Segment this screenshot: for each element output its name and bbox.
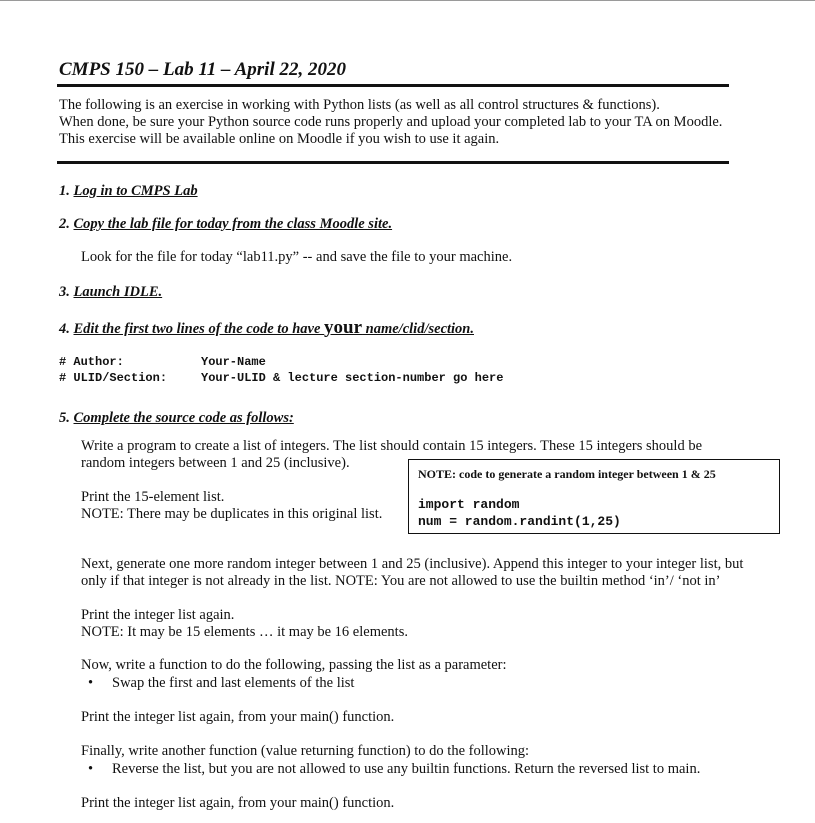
page-top-border [0,0,815,1]
step-4-label-b: name/clid/section. [362,321,474,337]
code-ulid-key: # ULID/Section: [59,371,168,385]
step-4-label [73,317,475,338]
intro-line-1: The following is an exercise in working with Python lists (as well as all control structures & functions). [59,97,660,113]
intro-line-3: This exercise will be available online on Moodle if you wish to use it again. [59,131,500,147]
step-4-label-emphasis: your [324,317,363,338]
note-box-code-line-2: num = random.randint(1,25) [418,514,621,529]
body-p2-line-1: Print the 15-element list. [81,489,225,505]
step-1-number: 1. [59,183,70,199]
body-p4-line-2: NOTE: It may be 15 elements … it may be 16 elements. [81,624,408,640]
bullet-item-1-text: Swap the first and last elements of the list [112,675,355,691]
page-title: CMPS 150 – Lab 11 – April 22, 2020 [59,59,346,80]
step-4-number: 4. [59,321,70,337]
step-2-label: Copy the lab file for today from the class Moodle site. [73,216,393,232]
step-1 [59,183,198,200]
body-p6: Print the integer list again, from your main() function. [81,709,395,725]
body-p3-line-2: only if that integer is not already in the list. NOTE: You are not allowed to use the builtin method ‘in’/ ‘not in’ [81,573,721,589]
note-box-header: NOTE: code to generate a random integer between 1 & 25 [418,467,716,481]
step-5-number: 5. [59,410,70,426]
body-p3-line-1: Next, generate one more random integer between 1 and 25 (inclusive). Append this integer to your integer list, but [81,556,744,572]
code-ulid-value: Your-ULID & lecture section-number go here [201,371,504,385]
body-p4-line-1: Print the integer list again. [81,607,235,623]
title-rule [57,84,729,87]
note-box-code-line-1: import random [418,497,520,512]
bullet-icon: • [88,675,94,691]
step-5 [59,410,294,427]
step-3-label: Launch IDLE. [73,284,163,300]
note-box [408,459,780,534]
step-5-label: Complete the source code as follows: [73,410,294,426]
bullet-icon: • [88,761,94,777]
body-p5: Now, write a function to do the following, passing the list as a parameter: [81,657,507,673]
step-3 [59,284,162,301]
bullet-item-2 [88,761,700,778]
body-p1-line-1: Write a program to create a list of integers. The list should contain 15 integers. These 15 integers should be [81,438,703,454]
step-3-number: 3. [59,284,70,300]
step-1-label: Log in to CMPS Lab [73,183,198,199]
body-p1-line-2: random integers between 1 and 25 (inclusive). [81,455,350,471]
bullet-item-2-text: Reverse the list, but you are not allowed to use any builtin functions. Return the reversed list to main. [112,761,701,777]
body-p8: Print the integer list again, from your main() function. [81,795,395,811]
body-p2-line-2: NOTE: There may be duplicates in this original list. [81,506,383,522]
step-2-number: 2. [59,216,70,232]
intro-rule [57,161,729,164]
step-4-label-a: Edit the first two lines of the code to have [73,321,325,337]
step-2-detail: Look for the file for today “lab11.py” -- and save the file to your machine. [81,249,513,265]
body-p7: Finally, write another function (value returning function) to do the following: [81,743,530,759]
code-author-key: # Author: [59,355,124,369]
intro-line-2: When done, be sure your Python source code runs properly and upload your completed lab to your TA on Moodle. [59,114,723,130]
step-4 [59,317,474,339]
bullet-item-1 [88,675,354,692]
step-2 [59,216,392,233]
code-author-value: Your-Name [201,355,266,369]
